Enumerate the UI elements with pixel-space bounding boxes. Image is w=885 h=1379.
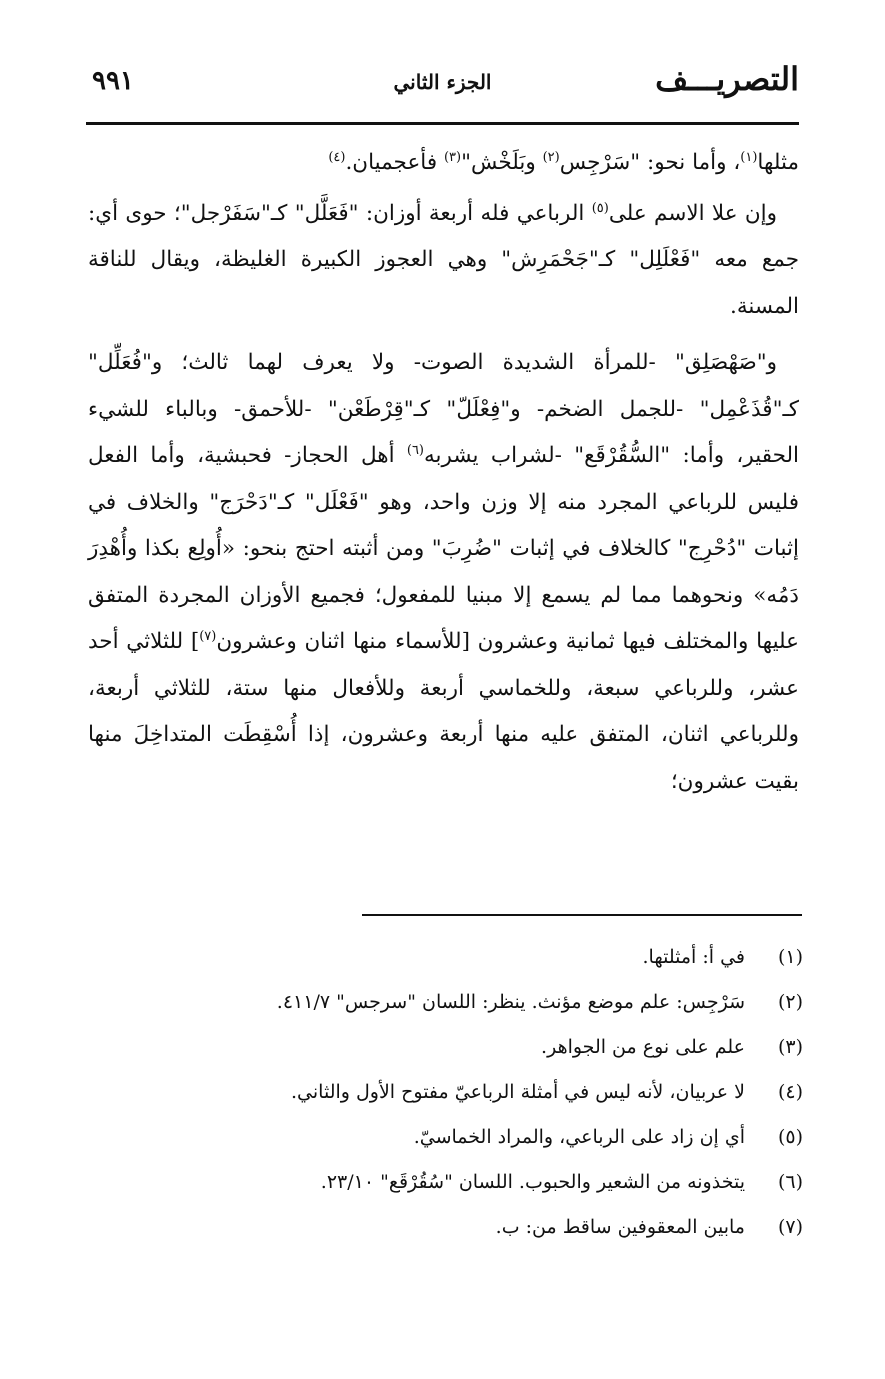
p1-seg1: مثلها <box>757 150 799 175</box>
p1-seg3: وبَلَخْش" <box>461 150 543 175</box>
footnote-text: مابين المعقوفين ساقط من: ب. <box>495 1216 745 1238</box>
paragraph-3 <box>88 340 799 805</box>
footnote-text: في أ: أمثلتها. <box>642 946 745 968</box>
main-text <box>88 140 799 805</box>
footnote-ref-6[interactable]: (٦) <box>406 442 424 458</box>
footnote-ref-7[interactable]: (٧) <box>199 628 217 644</box>
p2-seg1: وإن علا الاسم على <box>608 200 778 226</box>
footnote-text: سَرْجِس: علم موضع مؤنث. ينظر: اللسان "سرجس" ٤١١/٧. <box>276 991 745 1013</box>
running-head-part: الجزء الثاني <box>393 70 492 94</box>
p3-seg3: ] للثلاثي أحد عشر، وللرباعي سبعة، وللخماسي أربعة وللأفعال منها ستة، للثلاثي أربعة، وللرباعي اثنان، المتفق عليه منها أربعة وعشرون، إذا أُسْقِطَت المتداخِلَ منها بقيت عشرون؛ <box>88 629 799 794</box>
footnote-number: (٤) <box>777 1081 803 1103</box>
footnote-text: علم على نوع من الجواهر. <box>541 1036 745 1058</box>
footnotes <box>88 946 803 1261</box>
footnote-number: (١) <box>777 946 803 968</box>
p1-seg2: ، وأما نحو: "سَرْجِس <box>559 150 741 175</box>
paragraph-2 <box>88 191 799 331</box>
footnote-ref-3[interactable]: (٣) <box>443 149 462 165</box>
footnote-text: أي إن زاد على الرباعي، والمراد الخماسيّ. <box>413 1126 745 1148</box>
footnote-item <box>88 1036 803 1081</box>
p2-seg2: الرباعي فله أربعة أوزان: "فَعَلَّل" كـ"سَفَرْجل"؛ حوى أي: جمع معه "فَعْلَلِل" كـ"جَحْمَرِش" وهي العجوز الكبيرة الغليظة، ويقال للناقة المسنة. <box>88 200 799 319</box>
paragraph-1 <box>88 140 799 187</box>
p3-seg1: و"صَهْصَلِق" -للمرأة الشديدة الصوت- ولا يعرف لهما ثالث؛ و"فُعَلِّل" كـ"قُذَعْمِل" -للجمل الضخم- و"فِعْلَلّ" كـ"قِرْطَعْن" -للأحمق- وبالباء للشيء الحقير، وأما: "السُّقُرْقَع" -لشراب يشربه <box>88 350 800 468</box>
footnote-number: (٥) <box>777 1126 803 1148</box>
footnote-text: يتخذونه من الشعير والحبوب. اللسان "سُقُرْقَع" ٢٣/١٠. <box>320 1171 745 1193</box>
header-rule <box>86 122 799 125</box>
p3-seg2: أهل الحجاز- فحبشية، وأما الفعل فليس للرباعي المجرد منه إلا وزن واحد، وهو "فَعْلَل" كـ"دَحْرَج" والخلاف في إثبات "دُحْرِج" كالخلاف في إثبات "ضُرِبَ" ومن أثبته احتج بنحو: «أُولِع بكذا وأُهْدِرَ دَمُه» ونحوهما مما لم يسمع إلا مبنيا للمفعول؛ فجميع الأوزان المجردة المتفق عليها والمختلف فيها ثمانية وعشرون [للأسماء منها اثنان وعشرون <box>88 443 800 654</box>
footnote-number: (٦) <box>777 1171 803 1193</box>
footnote-item <box>88 1216 803 1261</box>
footnote-ref-1[interactable]: (١) <box>740 149 758 165</box>
footnote-item <box>88 1126 803 1171</box>
footnote-ref-2[interactable]: (٢) <box>542 149 560 165</box>
footnote-item <box>88 1171 803 1216</box>
footnote-number: (٣) <box>777 1036 803 1058</box>
footnote-text: لا عربيان، لأنه ليس في أمثلة الرباعيّ مفتوح الأول والثاني. <box>291 1081 745 1103</box>
footnote-ref-5[interactable]: (٥) <box>591 200 609 216</box>
footnote-number: (٢) <box>777 991 803 1013</box>
footnote-separator <box>362 914 802 916</box>
footnote-ref-4[interactable]: (٤) <box>328 149 346 165</box>
p1-seg4: فأعجميان. <box>345 150 444 175</box>
footnote-item <box>88 991 803 1036</box>
footnote-item <box>88 946 803 991</box>
page-number: ٩٩١ <box>92 66 134 96</box>
footnote-item <box>88 1081 803 1126</box>
running-head-book-title: التصريـــف <box>655 60 799 98</box>
footnote-number: (٧) <box>777 1216 803 1238</box>
